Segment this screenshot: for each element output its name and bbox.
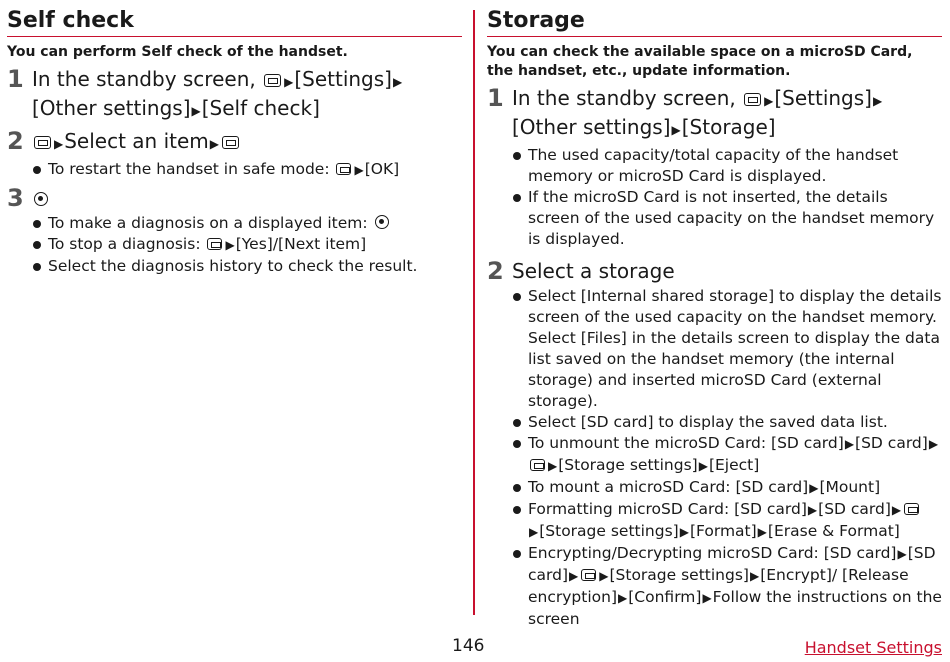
menu-key-icon [744, 93, 761, 106]
menu-key-icon [904, 503, 919, 515]
arrow-icon: ▶ [897, 547, 907, 561]
softkey-icon [222, 136, 239, 149]
step-2 [7, 128, 462, 157]
arrow-icon: ▶ [891, 503, 902, 517]
step-1 [487, 85, 942, 143]
center-key-icon [34, 192, 48, 206]
arrow-icon: ▶ [844, 437, 855, 451]
center-key-icon [375, 215, 389, 229]
intro-text: You can check the available space on a microSD Card, the handset, etc., update information. [487, 44, 913, 79]
step-number: 2 [7, 127, 24, 155]
step-number: 1 [487, 84, 504, 112]
arrow-icon: ▶ [529, 525, 539, 539]
list-item: Select [Internal shared storage] to display the details screen of the used capacity on the handset memory. Select [Files] in the details screen to display the data list saved on the handset memory (the internal storage) and inserted microSD Card (external storage). [512, 286, 942, 412]
step-3-bullets [32, 213, 462, 277]
menu-key-icon [264, 74, 281, 87]
step-text: Select a storage [512, 259, 675, 283]
step-2 [487, 258, 942, 284]
arrow-icon: ▶ [671, 123, 681, 137]
step-3 [7, 185, 462, 211]
arrow-icon: ▶ [284, 75, 294, 89]
self-check-section [7, 6, 462, 277]
arrow-icon: ▶ [209, 137, 219, 151]
arrow-icon: ▶ [392, 75, 403, 89]
arrow-icon: ▶ [698, 459, 708, 473]
arrow-icon: ▶ [191, 104, 201, 118]
arrow-icon: ▶ [807, 503, 818, 517]
list-item: Select the diagnosis history to check the result. [32, 256, 462, 277]
arrow-icon: ▶ [702, 591, 712, 605]
step-text: In the standby screen, ▶[Settings]▶ [Other settings]▶[Storage] [512, 86, 883, 139]
arrow-icon: ▶ [569, 569, 579, 583]
step-1-bullets [512, 145, 942, 250]
arrow-icon: ▶ [872, 94, 883, 108]
menu-key-icon [581, 569, 596, 581]
arrow-icon: ▶ [599, 569, 609, 583]
arrow-icon: ▶ [54, 137, 64, 151]
step-text: ▶Select an item▶ [32, 128, 241, 157]
list-item: Select [SD card] to display the saved data list. [512, 412, 942, 433]
step-2-bullets [32, 159, 462, 181]
arrow-icon: ▶ [749, 569, 760, 583]
arrow-icon: ▶ [225, 238, 235, 252]
step-number: 2 [487, 257, 504, 285]
list-item: The used capacity/total capacity of the handset memory or microSD Card is displayed. [512, 145, 942, 187]
step-2-bullets [512, 286, 942, 630]
list-item: If the microSD Card is not inserted, the details screen of the used capacity on the handset memory is displayed. [512, 187, 942, 250]
softkey-icon [34, 136, 51, 149]
section-heading-storage: Storage [487, 6, 942, 37]
arrow-icon: ▶ [679, 525, 689, 539]
mail-key-icon [336, 163, 351, 175]
list-item: To restart the handset in safe mode: ▶[OK] [32, 159, 462, 181]
arrow-icon: ▶ [548, 459, 558, 473]
arrow-icon: ▶ [618, 591, 628, 605]
list-item: To stop a diagnosis: ▶[Yes]/[Next item] [32, 234, 462, 256]
step-1 [7, 66, 462, 124]
step-text [32, 185, 50, 211]
clear-key-icon [207, 238, 222, 250]
list-item: To unmount the microSD Card: [SD card]▶[SD card]▶▶[Storage settings]▶[Eject] [512, 433, 942, 477]
column-divider [473, 10, 475, 615]
intro-text: You can perform Self check of the handset. [7, 44, 348, 60]
page-number: 146 [452, 636, 485, 656]
menu-key-icon [530, 459, 545, 471]
arrow-icon: ▶ [764, 94, 774, 108]
arrow-icon: ▶ [928, 437, 939, 451]
storage-section [487, 6, 942, 630]
list-item: To make a diagnosis on a displayed item: [32, 213, 462, 234]
arrow-icon: ▶ [757, 525, 767, 539]
handset-settings-link[interactable]: Handset Settings [804, 638, 942, 657]
list-item: To mount a microSD Card: [SD card]▶[Mount] [512, 477, 942, 499]
section-heading-self-check: Self check [7, 6, 462, 37]
step-number: 1 [7, 65, 24, 93]
arrow-icon: ▶ [809, 481, 819, 495]
step-text: In the standby screen, ▶[Settings]▶ [Other settings]▶[Self check] [32, 67, 403, 120]
list-item: Formatting microSD Card: [SD card]▶[SD card]▶▶[Storage settings]▶[Format]▶[Erase & Format] [512, 499, 942, 543]
step-number: 3 [7, 184, 24, 212]
arrow-icon: ▶ [354, 163, 364, 177]
list-item: Encrypting/Decrypting microSD Card: [SD card]▶[SD card]▶ ▶[Storage settings]▶[Encrypt]/ [Release encryption]▶[Confirm]▶Follow the instructions on the screen [512, 543, 942, 630]
